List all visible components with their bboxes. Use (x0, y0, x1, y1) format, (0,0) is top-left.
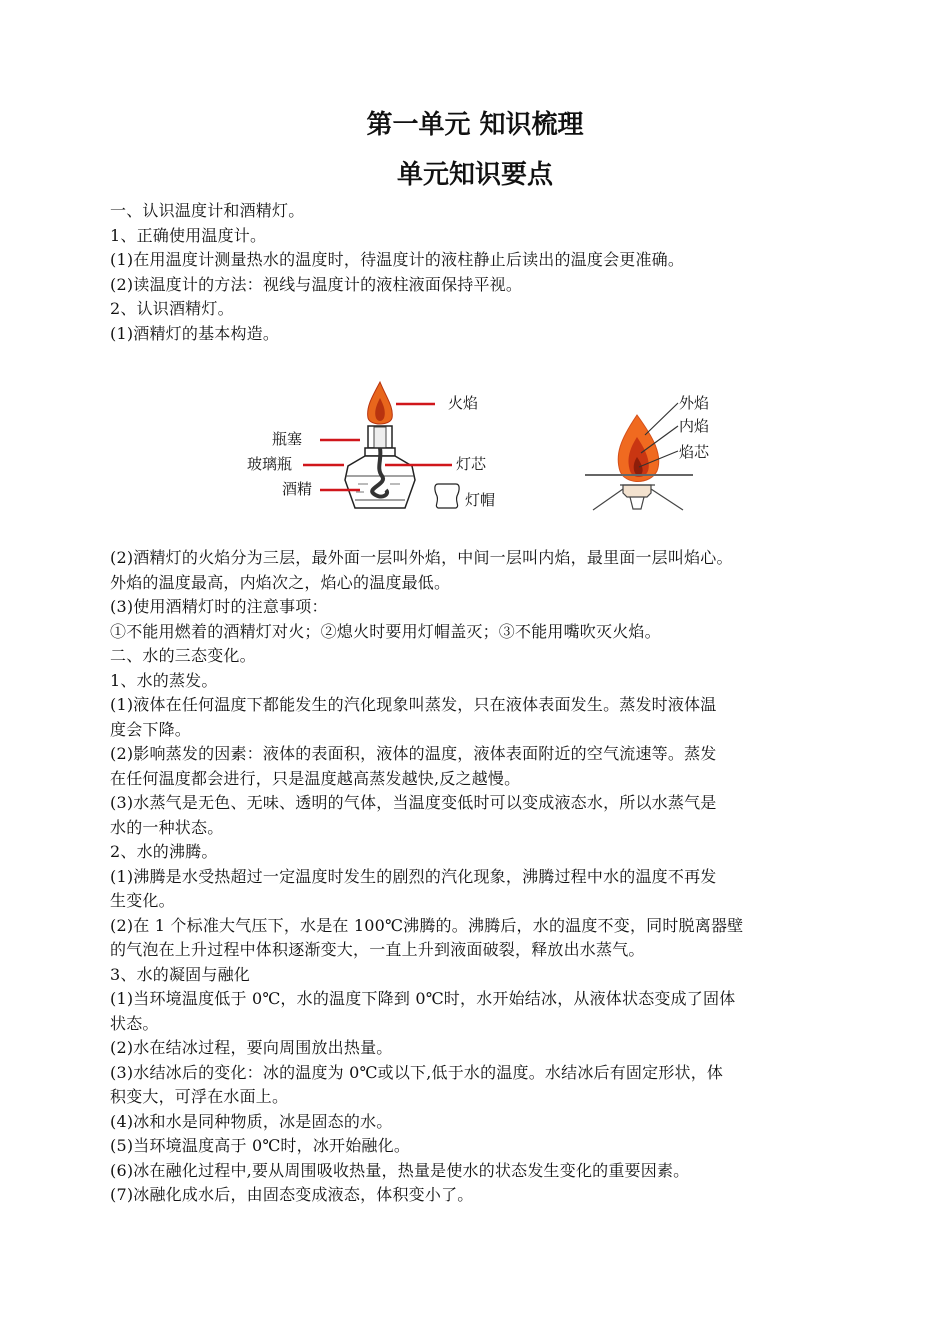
label-flame: 火焰 (448, 394, 479, 412)
text-line: 3、水的凝固与融化 (110, 964, 250, 984)
label-flame-core: 焰芯 (679, 443, 710, 461)
label-inner-flame: 内焰 (679, 417, 710, 435)
text-line: (1)沸腾是水受热超过一定温度时发生的剧烈的汽化现象，沸腾过程中水的温度不再发 (110, 866, 717, 886)
text-block-flame-and-water (110, 546, 845, 1208)
alcohol-lamp-diagram (240, 372, 530, 522)
label-alcohol: 酒精 (282, 480, 313, 498)
text-line: (1)在用温度计测量热水的温度时，待温度计的液柱静止后读出的温度会更准确。 (110, 250, 685, 269)
text-line: ①不能用燃着的酒精灯对火；②熄火时要用灯帽盖灭；③不能用嘴吹灭火焰。 (110, 621, 661, 641)
flame-layers-diagram (575, 385, 720, 520)
text-line: 1、正确使用温度计。 (110, 225, 267, 245)
text-line: (2)影响蒸发的因素：液体的表面积，液体的温度，液体表面附近的空气流速等。蒸发 (110, 744, 717, 763)
text-line: (3)水结冰后的变化：冰的温度为 0℃或以下,低于水的温度。水结冰后有固定形状，体 (110, 1062, 724, 1082)
text-line: (3)水蒸气是无色、无味、透明的气体，当温度变低时可以变成液态水，所以水蒸气是 (110, 793, 717, 812)
page-title: 第一单元 知识梳理 (366, 110, 584, 140)
text-line: 度会下降。 (110, 719, 192, 739)
text-line: (5)当环境温度高于 0℃时，冰开始融化。 (110, 1136, 411, 1155)
text-line: 外焰的温度最高，内焰次之，焰心的温度最低。 (110, 572, 451, 592)
label-stopper: 瓶塞 (272, 430, 303, 448)
text-line: (6)冰在融化过程中,要从周围吸收热量，热量是使水的状态发生变化的重要因素。 (110, 1160, 690, 1180)
text-line: (2)水在结冰过程，要向周围放出热量。 (110, 1038, 393, 1057)
text-line: (3)使用酒精灯时的注意事项： (110, 597, 328, 616)
text-line: 二、水的三态变化。 (110, 646, 256, 665)
text-line: 2、认识酒精灯。 (110, 299, 234, 318)
text-line: 一、认识温度计和酒精灯。 (110, 201, 305, 220)
text-line: (2)读温度计的方法：视线与温度计的液柱液面保持平视。 (110, 274, 523, 294)
text-line: (4)冰和水是同种物质，冰是固态的水。 (110, 1111, 393, 1131)
label-outer-flame: 外焰 (679, 394, 710, 412)
label-cap: 灯帽 (465, 491, 496, 509)
text-line: 的气泡在上升过程中体积逐渐变大，一直上升到液面破裂，释放出水蒸气。 (110, 940, 645, 959)
text-line: (1)液体在任何温度下都能发生的汽化现象叫蒸发，只在液体表面发生。蒸发时液体温 (110, 695, 717, 714)
text-line: 生变化。 (110, 891, 175, 910)
text-line: 积变大，可浮在水面上。 (110, 1087, 289, 1106)
text-line: (1)当环境温度低于 0℃，水的温度下降到 0℃时，水开始结冰，从液体状态变成了固体 (110, 989, 736, 1008)
text-line: 水的一种状态。 (110, 817, 224, 837)
label-wick: 灯芯 (456, 455, 487, 473)
text-line: (2)在 1 个标准大气压下，水是在 100℃沸腾的。沸腾后，水的温度不变，同时脱离器壁 (110, 915, 744, 935)
page-subtitle: 单元知识要点 (396, 160, 553, 190)
text-block-thermometer-lamp (110, 199, 845, 346)
text-line: 2、水的沸腾。 (110, 842, 218, 861)
text-line: 1、水的蒸发。 (110, 670, 218, 690)
text-line: 状态。 (110, 1013, 159, 1033)
text-line: 在任何温度都会进行，只是温度越高蒸发越快,反之越慢。 (110, 768, 521, 788)
label-glass-bottle: 玻璃瓶 (247, 455, 293, 473)
text-line: (1)酒精灯的基本构造。 (110, 323, 280, 343)
text-line: (2)酒精灯的火焰分为三层，最外面一层叫外焰，中间一层叫内焰，最里面一层叫焰心。 (110, 548, 733, 567)
text-line: (7)冰融化成水后，由固态变成液态，体积变小了。 (110, 1185, 474, 1204)
